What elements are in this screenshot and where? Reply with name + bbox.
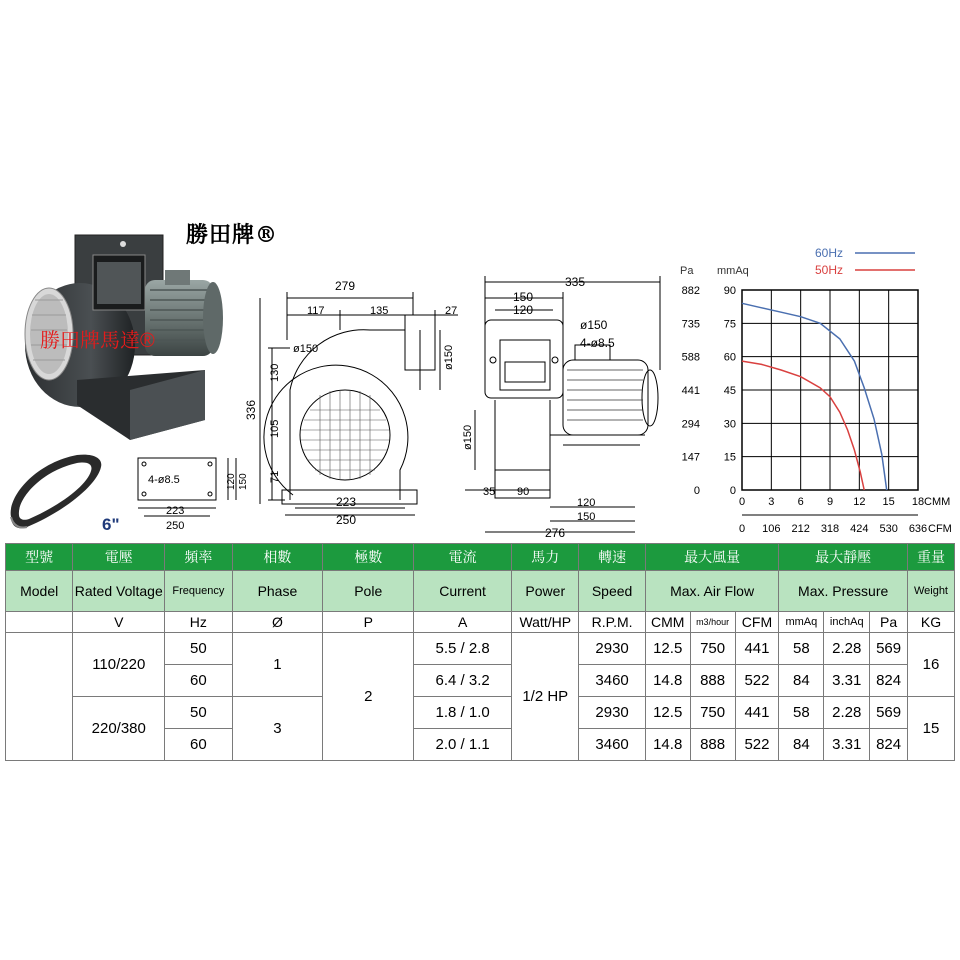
curve-60hz	[742, 303, 887, 490]
weight-cell: 15	[907, 697, 954, 761]
x-tick-cmm: 9	[826, 496, 834, 508]
current-cell: 6.4 / 3.2	[414, 665, 512, 697]
freq-cell: 60	[165, 665, 232, 697]
hdr-en-weight: Weight	[907, 571, 954, 612]
photo-watermark: 勝田牌馬達®	[40, 330, 155, 352]
hdr-cn-voltage: 電壓	[73, 544, 165, 571]
cmm-cell: 14.8	[645, 665, 690, 697]
inchaq-cell: 3.31	[824, 665, 870, 697]
pa-cell: 569	[870, 633, 908, 665]
front-dim-left: 117	[307, 305, 325, 317]
unit-a: A	[414, 612, 512, 633]
x-tick-cmm: 15	[882, 496, 895, 508]
hdr-en-pole: Pole	[323, 571, 414, 612]
mmaq-cell: 84	[779, 665, 824, 697]
cfm-cell: 441	[735, 633, 779, 665]
performance-chart	[660, 240, 960, 535]
cfm-cell: 441	[735, 697, 779, 729]
side-dim-offset2: 90	[517, 486, 530, 498]
current-cell: 1.8 / 1.0	[414, 697, 512, 729]
front-dim-h-upper: 130	[269, 363, 281, 382]
hdr-en-frequency: Frequency	[165, 571, 232, 612]
side-dim-120: 120	[513, 303, 534, 317]
freq-cell: 50	[165, 697, 232, 729]
side-view-drawing	[455, 270, 665, 538]
inchaq-cell: 2.28	[824, 633, 870, 665]
unit-m3h: m3/hour	[690, 612, 735, 633]
phase-cell: 1	[232, 633, 323, 697]
hdr-en-speed: Speed	[579, 571, 645, 612]
side-dim-diameter: ø150	[580, 318, 608, 332]
front-view-drawing	[230, 270, 475, 530]
x-tick-cfm: 0	[738, 523, 746, 535]
y-tick-mmaq: 75	[723, 318, 736, 331]
speed-cell: 3460	[579, 665, 645, 697]
pole-cell: 2	[323, 633, 414, 761]
spec-table	[5, 543, 955, 761]
unit-model-blank	[6, 612, 73, 633]
x-tick-cfm: 530	[879, 523, 898, 535]
hdr-cn-phase: 相數	[232, 544, 323, 571]
pa-cell: 824	[870, 729, 908, 761]
mmaq-cell: 58	[779, 633, 824, 665]
cfm-cell: 522	[735, 665, 779, 697]
hdr-en-airflow: Max. Air Flow	[645, 571, 779, 612]
hdr-cn-frequency: 頻率	[165, 544, 232, 571]
m3h-cell: 750	[690, 633, 735, 665]
flange-h1: 120	[226, 473, 237, 490]
y-tick-mmaq: 90	[723, 285, 736, 297]
x-unit2: CFM	[928, 523, 952, 535]
hdr-cn-weight: 重量	[907, 544, 954, 571]
current-cell: 2.0 / 1.1	[414, 729, 512, 761]
voltage-cell: 110/220	[73, 633, 165, 697]
flange-w2: 250	[166, 520, 185, 532]
flange-w1: 223	[166, 505, 185, 517]
y-left-unit: Pa	[680, 265, 694, 277]
x-unit: CMM	[924, 496, 951, 508]
x-tick-cmm: 6	[797, 496, 804, 508]
unit-mmaq: mmAq	[779, 612, 824, 633]
front-dim-base-inner: 223	[336, 495, 357, 509]
hdr-en-current: Current	[414, 571, 512, 612]
mmaq-cell: 84	[779, 729, 824, 761]
mmaq-cell: 58	[779, 697, 824, 729]
front-dim-h-mid: 105	[269, 419, 281, 438]
x-tick-cmm: 12	[853, 496, 866, 508]
x-tick-cfm: 212	[791, 523, 810, 535]
unit-pa: Pa	[870, 612, 908, 633]
curve-50hz	[742, 361, 864, 490]
hdr-en-voltage: Rated Voltage	[73, 571, 165, 612]
hdr-cn-pressure: 最大靜壓	[779, 544, 908, 571]
pa-cell: 569	[870, 697, 908, 729]
y-tick-pa: 294	[681, 418, 700, 431]
chart-ticks	[682, 285, 928, 535]
flange-h2: 150	[238, 473, 249, 490]
hdr-en-pressure: Max. Pressure	[779, 571, 908, 612]
y-tick-pa: 882	[681, 285, 700, 297]
unit-rpm: R.P.M.	[579, 612, 645, 633]
side-dim-150: 150	[513, 290, 534, 304]
freq-cell: 50	[165, 633, 232, 665]
x-tick-cfm: 106	[762, 523, 781, 535]
cmm-cell: 14.8	[645, 729, 690, 761]
front-dim-diameter: ø150	[293, 343, 319, 355]
table-row	[6, 633, 955, 665]
unit-cfm: CFM	[735, 612, 779, 633]
blower-photo	[5, 230, 230, 445]
legend-50hz-label: 50Hz	[815, 263, 844, 277]
x-tick-cfm: 318	[820, 523, 840, 535]
hdr-cn-speed: 轉速	[579, 544, 645, 571]
hdr-cn-power: 馬力	[512, 544, 579, 571]
ring-size-label: 6"	[102, 515, 120, 534]
brand-title: 勝田牌®	[186, 222, 279, 248]
front-dim-right: 27	[445, 305, 458, 317]
chart-grid	[742, 290, 918, 515]
y-tick-mmaq: 30	[723, 418, 736, 431]
y-right-unit: mmAq	[717, 265, 749, 277]
current-cell: 5.5 / 2.8	[414, 633, 512, 665]
front-dim-h-low: 71	[269, 470, 281, 483]
m3h-cell: 888	[690, 729, 735, 761]
y-tick-mmaq: 45	[723, 385, 736, 397]
hdr-cn-airflow: 最大風量	[645, 544, 779, 571]
cmm-cell: 12.5	[645, 697, 690, 729]
cfm-cell: 522	[735, 729, 779, 761]
model-cell	[6, 633, 73, 761]
hdr-cn-pole: 極數	[323, 544, 414, 571]
x-tick-cmm: 0	[738, 496, 746, 508]
side-dim-outlet: ø150	[462, 424, 474, 450]
unit-inchaq: inchAq	[824, 612, 870, 633]
front-dim-total: 279	[335, 279, 356, 293]
flange-holes: 4-ø8.5	[148, 474, 180, 486]
side-dim-holes: 4-ø8.5	[580, 336, 615, 350]
weight-cell: 16	[907, 633, 954, 697]
y-tick-pa: 735	[681, 318, 700, 331]
chart-series	[742, 303, 887, 490]
power-cell: 1/2 HP	[512, 633, 579, 761]
unit-pole: P	[323, 612, 414, 633]
header-row-units	[6, 612, 955, 633]
x-tick-cmm: 3	[768, 496, 775, 508]
front-dim-height: 336	[244, 399, 258, 420]
hdr-en-model: Model	[6, 571, 73, 612]
adapter-ring-photo	[5, 445, 105, 535]
header-row-english	[6, 571, 955, 612]
x-tick-cmm: 18	[911, 496, 925, 508]
header-row-chinese	[6, 544, 955, 571]
y-tick-pa: 441	[681, 385, 700, 397]
x-tick-cfm: 636	[908, 523, 928, 535]
flange-drawing	[128, 450, 253, 535]
hdr-cn-model: 型號	[6, 544, 73, 571]
side-dim-base1: 120	[577, 497, 596, 509]
legend-60hz-label: 60Hz	[815, 246, 844, 260]
y-tick-mmaq: 0	[729, 485, 736, 497]
voltage-cell: 220/380	[73, 697, 165, 761]
side-dim-total: 335	[565, 275, 586, 289]
y-tick-pa: 147	[681, 451, 700, 464]
y-tick-mmaq: 15	[723, 451, 736, 464]
speed-cell: 3460	[579, 729, 645, 761]
y-tick-pa: 0	[693, 485, 700, 497]
m3h-cell: 750	[690, 697, 735, 729]
x-tick-cfm: 424	[850, 523, 869, 535]
y-tick-mmaq: 60	[723, 351, 736, 364]
unit-kg: KG	[907, 612, 954, 633]
hdr-cn-current: 電流	[414, 544, 512, 571]
table-row	[6, 697, 955, 729]
speed-cell: 2930	[579, 633, 645, 665]
unit-watt: Watt/HP	[512, 612, 579, 633]
side-dim-base-total: 276	[545, 526, 566, 538]
hdr-en-phase: Phase	[232, 571, 323, 612]
unit-v: V	[73, 612, 165, 633]
inchaq-cell: 2.28	[824, 697, 870, 729]
front-dim-outlet: ø150	[443, 344, 455, 370]
hdr-en-power: Power	[512, 571, 579, 612]
cmm-cell: 12.5	[645, 633, 690, 665]
unit-hz: Hz	[165, 612, 232, 633]
side-dim-offset1: 35	[483, 486, 496, 498]
unit-cmm: CMM	[645, 612, 690, 633]
pa-cell: 824	[870, 665, 908, 697]
front-dim-base-outer: 250	[336, 513, 357, 527]
unit-phase: Ø	[232, 612, 323, 633]
phase-cell: 3	[232, 697, 323, 761]
inchaq-cell: 3.31	[824, 729, 870, 761]
speed-cell: 2930	[579, 697, 645, 729]
side-dim-base2: 150	[577, 511, 596, 523]
front-dim-mid: 135	[370, 305, 389, 317]
freq-cell: 60	[165, 729, 232, 761]
y-tick-pa: 588	[681, 351, 700, 364]
m3h-cell: 888	[690, 665, 735, 697]
